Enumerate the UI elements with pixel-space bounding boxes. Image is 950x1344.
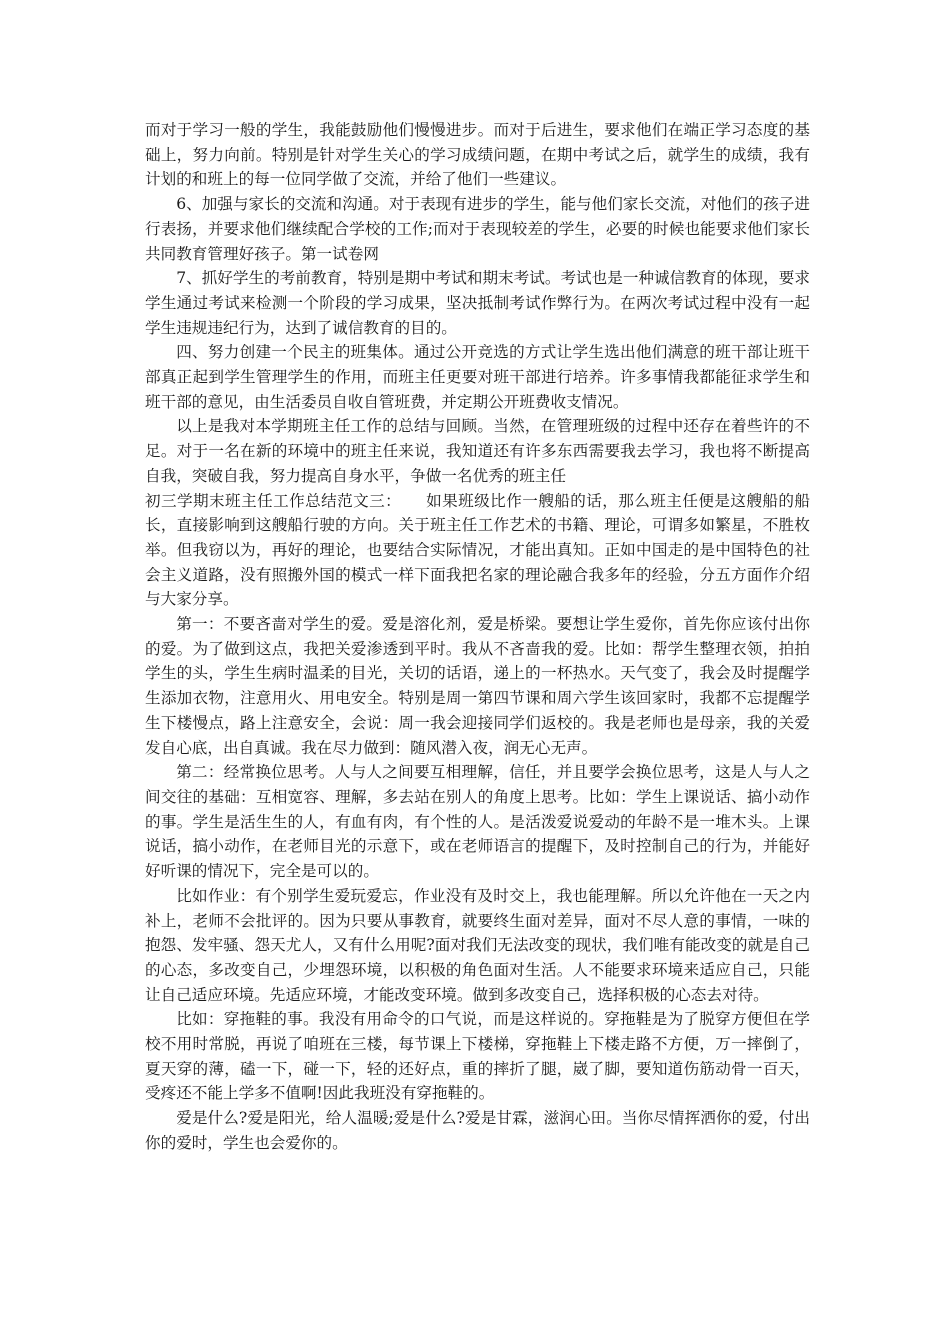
paragraph-2: 6、加强与家长的交流和沟通。对于表现有进步的学生，能与他们家长交流，对他们的孩子进行表扬，并要求他们继续配合学校的工作;而对于表现较差的学生，必要的时候也能要求他们家长共同教育管理好孩子。第一试卷网 [145,195,810,263]
paragraph-7: 第一：不要吝啬对学生的爱。爱是溶化剂，爱是桥梁。要想让学生爱你，首先你应该付出你的爱。为了做到这点，我把关爱渗透到平时。我从不吝啬我的爱。比如：帮学生整理衣领，拍拍学生的头，学生生病时温柔的目光，关切的话语，递上的一杯热水。天气变了，我会及时提醒学生添加衣物，注意用火、用电安全。特别是周一第四节课和周六学生该回家时，我都不忘提醒学生下楼慢点，路上注意安全，会说：周一我会迎接同学们返校的。我是老师也是母亲，我的关爱发自心底，出自真诚。我在尽力做到：随风潜入夜，润无心无声。 [145,615,810,757]
paragraph-6-text: 如果班级比作一艘船的话，那么班主任便是这艘船的船长，直接影响到这艘船行驶的方向。关于班主任工作艺术的书籍、理论，可谓多如繁星，不胜枚举。但我窃以为，再好的理论，也要结合实际情况，才能出真知。正如中国走的是中国特色的社会主义道路，没有照搬外国的模式一样下面我把名家的理论融合我多年的经验，分五方面作介绍与大家分享。 [145,491,810,609]
paragraph-4: 四、努力创建一个民主的班集体。通过公开竞选的方式让学生选出他们满意的班干部让班干部真正起到学生管理学生的作用，而班主任更要对班干部进行培养。许多事情我都能征求学生和班干部的意见，由生活委员自收自管班费，并定期公开班费收支情况。 [145,343,810,411]
paragraph-3: 7、抓好学生的考前教育，特别是期中考试和期末考试。考试也是一种诚信教育的体现，要求学生通过考试来检测一个阶段的学习成果，坚决抵制考试作弊行为。在两次考试过程中没有一起学生违规违纪行为，达到了诚信教育的目的。 [145,269,810,337]
section-heading: 初三学期末班主任工作总结范文三： [145,491,402,510]
paragraph-9: 比如作业：有个别学生爱玩爱忘，作业没有及时交上，我也能理解。所以允许他在一天之内补上，老师不会批评的。因为只要从事教育，就要终生面对差异，面对不尽人意的事情，一味的抱怨、发牢骚、怨天尤人，又有什么用呢?面对我们无法改变的现状，我们唯有能改变的就是自己的心态，多改变自己，少埋怨环境，以积极的角色面对生活。人不能要求环境来适应自己，只能让自己适应环境。先适应环境，才能改变环境。做到多改变自己，选择积极的心态去对待。 [145,886,810,1004]
paragraph-5: 以上是我对本学期班主任工作的总结与回顾。当然，在管理班级的过程中还存在着些许的不足。对于一名在新的环境中的班主任来说，我知道还有许多东西需要我去学习，我也将不断提高自我，突破自我，努力提高自身水平，争做一名优秀的班主任 [145,417,810,485]
document-body [145,118,810,1156]
paragraph-10: 比如：穿拖鞋的事。我没有用命令的口气说，而是这样说的。穿拖鞋是为了脱穿方便但在学校不用时常脱，再说了咱班在三楼，每节课上下楼梯，穿拖鞋上下楼走路不方便，万一摔倒了，夏天穿的薄，磕一下，碰一下，轻的还好点，重的摔折了腿，崴了脚，要知道伤筋动骨一百天，受疼还不能上学多不值啊!因此我班没有穿拖鞋的。 [145,1010,810,1103]
paragraph-6 [145,489,810,613]
paragraph-1: 而对于学习一般的学生，我能鼓励他们慢慢进步。而对于后进生，要求他们在端正学习态度的基础上，努力向前。特别是针对学生关心的学习成绩问题，在期中考试之后，就学生的成绩，我有计划的和班上的每一位同学做了交流，并给了他们一些建议。 [145,121,810,189]
paragraph-11: 爱是什么?爱是阳光，给人温暖;爱是什么?爱是甘霖，滋润心田。当你尽情挥洒你的爱，付出你的爱时，学生也会爱你的。 [145,1109,810,1152]
paragraph-8: 第二：经常换位思考。人与人之间要互相理解，信任，并且要学会换位思考，这是人与人之间交往的基础：互相宽容、理解，多去站在别人的角度上思考。比如：学生上课说话、搞小动作的事。学生是活生生的人，有血有肉，有个性的人。是活泼爱说爱动的年龄不是一堆木头。上课说话，搞小动作，在老师目光的示意下，或在老师语言的提醒下，及时控制自己的行为，并能好好听课的情况下，完全是可以的。 [145,763,810,881]
